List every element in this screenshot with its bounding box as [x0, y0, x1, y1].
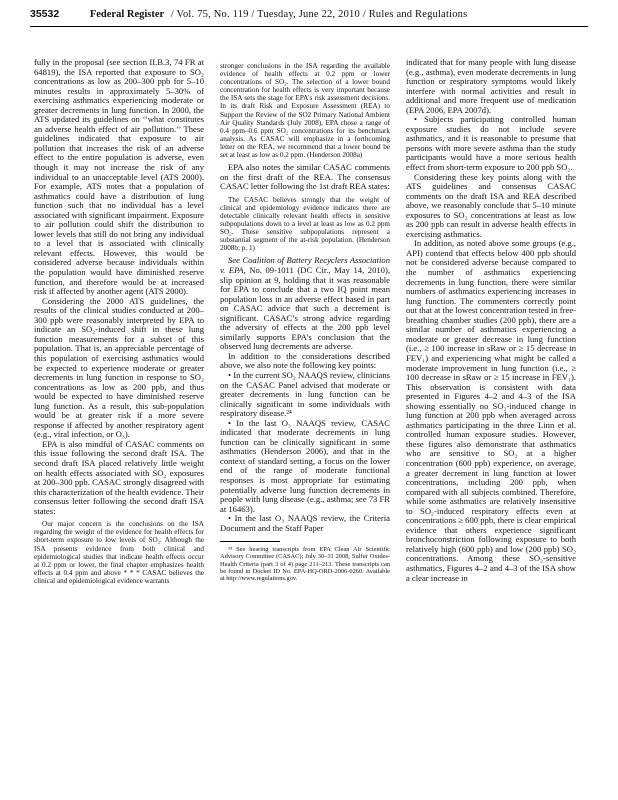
- case-text: , No. 09-1011 (DC Cir., May 14, 2010), slip opinion at 9, holding that it was reasonable for EPA to conclude that a two IQ point mean population loss in an adverse effect based in part on CASAC advice that such a decrement is significant. CASAC’s strong advice regarding the adversity of effects at the 200 ppb level similarly supports EPA’s conclusion that the observed lung decrements are adverse.: [220, 264, 390, 352]
- column-2: [220, 58, 390, 784]
- case-citation: [220, 256, 390, 351]
- paragraph: EPA is also mindful of CASAC comments on this issue following the second draft ISA. The second draft ISA placed relatively little weight on health effects associated with SO₂ exposures at 200–300 ppb. CASAC strongly disagreed with this characterization of the health evidence. Their consensus letter following the second draft ISA states:: [34, 438, 204, 516]
- block-quote: Our major concern is the conclusions on the ISA regarding the weight of the evidence for health effects for short-term exposure to low levels of SO₂. Although the ISA presents evidence from both clinical and epidemiological studies that indicate health effects occur at 0.2 ppm or lower, the final chapter emphasizes health effects at 0.4 ppm and above * * * CASAC believes the clinical and epidemiological evidence warrants: [34, 520, 204, 585]
- block-quote: The CASAC believes strongly that the weight of clinical and epidemiology evidence indicates there are detectable clinically relevant health effects in sensitive subpopulations down to a level at least as low as 0.2 ppm SO₂. These sensitive subpopulations represent a substantial segment of the at-risk population. (Henderson 2008b; p. 1): [220, 195, 390, 253]
- text-columns: [34, 58, 590, 784]
- bullet-point: • In the last O₃ NAAQS review, CASAC indicated that moderate decrements in lung function can be clinically significant in some asthmatics (Henderson 2006), and that in the context of standard setting, a focus on the lower end of the range of moderate functional responses is most appropriate for estimating potentially adverse lung function decrements in people with lung disease (e.g., asthma; see 73 FR at 16463).: [220, 417, 390, 514]
- bullet-point: • Subjects participating controlled human exposure studies do not include severe asthmatics, and it is reasonable to presume that persons with more severe asthma than the study participants would have a more serious health effect from short-term exposure to 200 ppb SO₂.: [406, 114, 576, 173]
- issue-info: / Vol. 75, No. 119 / Tuesday, June 22, 2010 / Rules and Regulations: [170, 9, 468, 20]
- paragraph: Considering the 2000 ATS guidelines, the results of the clinical studies conducted at 200–300 ppb were reasonably interpreted by EPA to indicate an SO₂-induced shift in these lung function measurements for a subset of this population. That is, an appreciable percentage of this population of exercising asthmatics would be expected to experience moderate or greater decrements in lung function in response to SO₂ concentrations as low as 200 ppb, and thus would be expected to have diminished reserve lung function. As a result, this sub-population would be at greater risk if a more severe response if affected by another respiratory agent (e.g., viral infection, or O₃).: [34, 295, 204, 440]
- footnote-divider: [220, 541, 280, 542]
- page-header: [30, 8, 588, 27]
- column-1: [34, 58, 204, 784]
- paragraph: fully in the proposal (see section II.B.3, 74 FR at 64819), the ISA reported that exposure to SO₂ concentrations as low as 200–300 ppb for 5–10 minutes results in approximately 5–30% of exercising asthmatics experiencing moderate or greater decrements in lung function. In 2000, the ATS updated its guidelines on ‘‘what constitutes an adverse health effect of air pollution.’’ These guidelines indicated that exposure to air pollution that increases the risk of an adverse effect to the entire population is adverse, even though it may not increase the risk of any individual to an unacceptable level (ATS 2000). For example, ATS notes that a population of asthmatics could have a distribution of lung function such that no individual has a level associated with significant impairment. Exposure to air pollution could shift the distribution to lower levels that still do not bring any individual to a level that is associated with clinically relevant effects. However, this would be considered adverse because individuals within the population would have diminished reserve function, and therefore would be at increased risk if affected by another agent (ATS 2000).: [34, 58, 204, 297]
- page-number: 35532: [30, 8, 60, 20]
- paragraph: In addition, as noted above some groups (e.g., API) contend that effects below 400 ppb should not be considered adverse because compared to the number of asthmatics experiencing decrements in lung function, there were similar numbers of asthmatics experiencing increases in lung function. The commenters correctly point out that at the lowest concentration tested in free-breathing chamber studies (200 ppb), there are a similar number of asthmatics experiencing a moderate or greater decrease in lung function (i.e., ≥ 100 increase in sRaw or ≥ 15 decrease in FEV₁) and experiencing what might be called a moderate improvement in lung function (i.e., ≥ 100 decrease in sRaw or ≥ 15 increase in FEV₁). This observation is consistent with data presented in Figures 4–2 and 4–3 of the ISA showing essentially no SO₂-induced change in lung function at 200 ppb when averaged across asthmatics participating in the three Linn et al. controlled human exposure studies. However, these figures also demonstrate that asthmatics who are sensitive to SO₂ at a higher concentration (600 ppb) experience, on average, a greater decrement in lung function at lower concentrations, including 200 ppb, when compared with all subjects combined. Therefore, while some asthmatics are relatively insensitive to SO₂-induced respiratory effects even at concentrations ≥ 600 ppb, there is clear empirical evidence that others experience significant bronchoconstriction following exposure to both relatively high (600 ppb) and low (200 ppb) SO₂ concentrations. Among these SO₂-sensitive asthmatics, Figures 4–2 and 4–3 of the ISA show a clear increase in: [406, 238, 576, 583]
- bullet-point: • In the current SO₂ NAAQS review, clinicians on the CASAC Panel advised that moderate or greater decrements in lung function can be clinically significant in some individuals with respiratory disease.²⁴: [220, 369, 390, 419]
- footnote: ²⁴ See hearing transcripts from EPA Clean Air Scientific Advisory Committee (CASAC); July 30–31 2008, Sulfur Oxides-Health Criteria (part 3 of 4) page 211–213. These transcripts can be found in Docket ID No. EPA-HQ-ORD-2006-0260. Available at http://www.regulations.gov.: [220, 546, 390, 583]
- publication-name: Federal Register: [89, 9, 165, 20]
- column-3: [406, 58, 576, 784]
- paragraph: In addition to the considerations described above, we also note the following key points:: [220, 350, 390, 371]
- bullet-point: • In the last O₃ NAAQS review, the Criteria Document and the Staff Paper: [220, 513, 390, 533]
- paragraph: Considering these key points along with the ATS guidelines and consensus CASAC comments on the draft ISA and REA described above, we reasonably conclude that 5–10 minute exposures to SO₂ concentrations at least as low as 200 ppb can result in adverse health effects in exercising asthmatics.: [406, 171, 576, 239]
- case-title: See Coalition of Battery Recyclers Association v. EPA: [220, 255, 390, 275]
- block-quote-continued: stronger conclusions in the ISA regarding the available evidence of health effects at 0.2 ppm or lower concentrations of SO₂. The selection of a lower bound concentration for health effects is very important because the ISA sets the stage for EPA’s risk assessment decisions. In its draft Risk and Exposure Assessment (REA) to Support the Review of the SO2 Primary National Ambient Air Quality Standards (July 2008), EPA chose a range of 0.4 ppm–0.6 ppm SO₂ concentrations for its benchmark analysis. As CASAC will emphasize in a forthcoming letter on the REA, we recommend that a lower bound be set at least as low as 0.2 ppm. (Henderson 2008a): [220, 62, 390, 160]
- paragraph: EPA also notes the similar CASAC comments on the first draft of the REA. The consensus CASAC letter following the 1st draft REA states:: [220, 162, 390, 192]
- paragraph: indicated that for many people with lung disease (e.g., asthma), even moderate decrements in lung function or respiratory symptoms would likely interfere with normal activities and result in additional and more frequent use of medication (EPA 2006, EPA 2007d).: [406, 58, 576, 115]
